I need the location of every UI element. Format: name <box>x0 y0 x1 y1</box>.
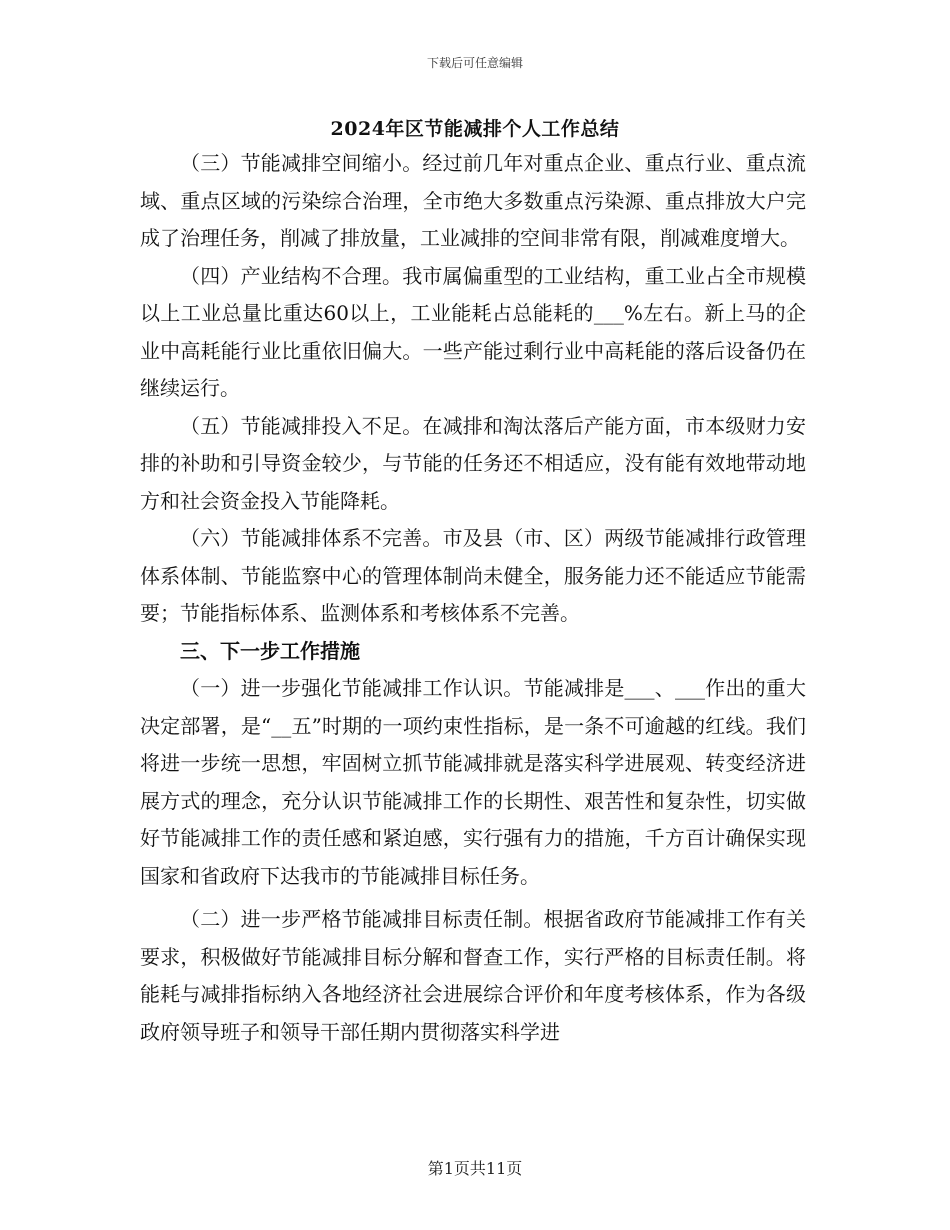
page-number: 第1页共11页 <box>427 1159 523 1178</box>
section-heading-next-steps: 三、下一步工作措施 <box>180 638 360 663</box>
paragraph-6: （六）节能减排体系不完善。市及县（市、区）两级节能减排行政管理体系体制、节能监察中心的管理体制尚未健全，服务能力还不能适应节能需要；节能指标体系、监测体系和考核体系不完善。 <box>140 526 806 625</box>
paragraph-4: （四）产业结构不合理。我市属偏重型的工业结构，重工业占全市规模以上工业总量比重达60以上，工业能耗占总能耗的___%左右。新上马的企业中高耗能行业比重依旧偏大。一些产能过剩行业中高耗能的落后设备仍在继续运行。 <box>140 263 806 400</box>
document-body <box>140 145 806 1051</box>
page-header-note: 下载后可任意编辑 <box>426 56 523 70</box>
paragraph-3: （三）节能减排空间缩小。经过前几年对重点企业、重点行业、重点流域、重点区域的污染综合治理，全市绝大多数重点污染源、重点排放大户完成了治理任务，削减了排放量，工业减排的空间非常有限，削减难度增大。 <box>140 151 806 250</box>
paragraph-measure-1: （一）进一步强化节能减排工作认识。节能减排是___、___作出的重大决定部署，是“__五”时期的一项约束性指标，是一条不可逾越的红线。我们将进一步统一思想，牢固树立抓节能减排就是落实科学进展观、转变经济进展方式的理念，充分认识节能减排工作的长期性、艰苦性和复杂性，切实做好节能减排工作的责任感和紧迫感，实行强有力的措施，千方百计确保实现国家和省政府下达我市的节能减排目标任务。 <box>140 676 806 888</box>
paragraph-5: （五）节能减排投入不足。在减排和淘汰落后产能方面，市本级财力安排的补助和引导资金较少，与节能的任务还不相适应，没有能有效地带动地方和社会资金投入节能降耗。 <box>140 413 806 513</box>
paragraph-measure-2: （二）进一步严格节能减排目标责任制。根据省政府节能减排工作有关要求，积极做好节能减排目标分解和督查工作，实行严格的目标责任制。将能耗与减排指标纳入各地经济社会进展综合评价和年度考核体系，作为各级政府领导班子和领导干部任期内贯彻落实科学进 <box>140 907 806 1044</box>
document-title: 2024年区节能减排个人工作总结 <box>330 118 620 140</box>
